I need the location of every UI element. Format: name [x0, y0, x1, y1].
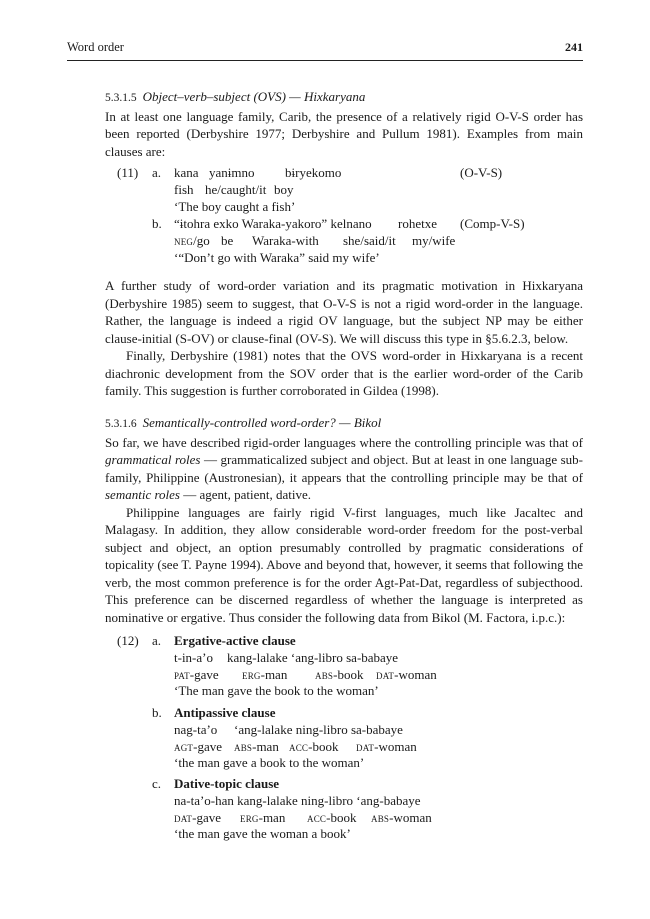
gloss-abbrev: dat	[174, 809, 193, 825]
gloss-abbrev: erg	[242, 666, 261, 682]
order-tag: (Comp-V-S)	[460, 216, 525, 231]
gloss-abbrev: abs	[371, 809, 390, 825]
example-12a	[174, 633, 474, 700]
gloss: /go	[193, 232, 210, 248]
gloss-abbrev: agt	[174, 738, 194, 754]
emphasis: grammatical roles	[105, 452, 201, 467]
translation: ‘The man gave the book to the woman’	[174, 683, 379, 699]
gloss: he/caught/it	[205, 181, 267, 197]
gloss: Waraka-with	[252, 232, 319, 248]
gloss-line	[174, 667, 474, 684]
example-12	[117, 633, 139, 650]
word: t-in-a’o	[174, 649, 213, 665]
example-11a-letter	[152, 165, 161, 182]
word: kang-lalake ‘ang-libro sa-babaye	[227, 649, 399, 665]
translation: ‘“Don’t go with Waraka” said my wife’	[174, 249, 380, 265]
paragraph: Philippine languages are fairly rigid V-first languages, much like Jacaltec and Malagasy. In addition, they allow considerable word-order freedom for the post-verbal subject and object, an option presumably controlled by pragmatic considerations of topicality (see T. Payne 1994). Above and beyond that, however, it seems that following the verb, the most common preference is for the order Agt-Pat-Dat, regardless of subjecthood. This preference can be discerned regardless of whether the language is interpreted as nominative or ergative. Thus consider the following data from Bikol (M. Factora, i.p.c.):	[105, 504, 583, 625]
word: “ɨtohra exko Waraka-yakoro” kelnano	[174, 216, 372, 231]
gloss: -man	[252, 738, 279, 754]
example-line	[174, 165, 444, 182]
gloss: fish	[174, 181, 194, 197]
section-title: Object–verb–subject (OVS) — Hixkaryana	[142, 89, 366, 104]
translation: ‘the man gave the woman a book’	[174, 826, 351, 842]
example-11	[117, 165, 138, 182]
gloss: -woman	[389, 809, 432, 825]
gloss-abbrev: dat	[356, 738, 375, 754]
paragraph: A further study of word-order variation and its pragmatic motivation in Hixkaryana (Derbyshire 1985) seem to suggest, that O-V-S is not a rigid word-order in the language. Rather, the language is indeed a rigid OV language, but the subject NP may be either clause-initial (S-OV) or clause-final (OV-S). We will discuss this type in §5.6.2.3, below.	[105, 278, 583, 346]
example-heading: Ergative-active clause	[174, 633, 296, 648]
gloss: -book	[333, 666, 364, 682]
text-run: — agent, patient, dative.	[179, 487, 312, 502]
running-header	[67, 38, 583, 61]
gloss: she/said/it	[343, 232, 396, 248]
gloss: -book	[326, 809, 357, 825]
example-letter: b.	[152, 216, 162, 231]
word: yanɨmno	[209, 165, 255, 180]
example-letter: a.	[152, 165, 162, 180]
text-run: — grammaticalized subject and object. But at least in one language sub-family, Philippine (Austronesian), it appears that the controlling principle may be that of	[105, 452, 583, 485]
order-tag: (O-V-S)	[460, 165, 503, 180]
gloss: -gave	[192, 809, 221, 825]
example-11a	[174, 165, 444, 215]
example-11b	[174, 216, 459, 266]
gloss-abbrev: abs	[234, 738, 253, 754]
gloss: -gave	[193, 738, 222, 754]
example-12b	[174, 705, 474, 772]
word: nag-ta’o	[174, 721, 218, 737]
page-number: 241	[565, 40, 583, 54]
paragraph: In at least one language family, Carib, the presence of a relatively rigid O-V-S order has been reported (Derbyshire 1977; Derbyshire and Pullum 1981). Examples from main clauses are:	[105, 108, 583, 159]
gloss-line	[174, 739, 474, 756]
example-12c-letter	[152, 776, 161, 793]
example-12c	[174, 776, 474, 843]
gloss: -man	[258, 809, 286, 825]
gloss-abbrev: dat	[376, 666, 395, 682]
section-heading	[105, 414, 583, 434]
example-line	[174, 650, 474, 667]
example-heading: Antipassive clause	[174, 705, 276, 720]
example-number: (12)	[117, 633, 139, 648]
body-text-block	[105, 277, 583, 400]
example-11b-tag	[460, 216, 525, 233]
section-5-3-1-5	[105, 88, 583, 160]
paragraph	[105, 434, 583, 504]
paragraph: Finally, Derbyshire (1981) notes that the OVS word-order in Hixkaryana is a recent diachronic development from the SOV order that is the earlier word-order of the Carib family. This suggestion is further corroborated in Gildea (1998).	[105, 348, 583, 398]
gloss-abbrev: pat	[174, 666, 190, 682]
word: kana	[174, 165, 199, 180]
section-number: 5.3.1.5	[105, 92, 137, 104]
gloss: be	[221, 232, 234, 248]
example-line	[174, 722, 474, 739]
example-11a-tag	[460, 165, 502, 182]
gloss: -man	[260, 666, 288, 682]
gloss: -woman	[374, 738, 417, 754]
gloss: my/wife	[412, 232, 456, 248]
example-letter: c.	[152, 776, 162, 791]
emphasis: semantic roles	[105, 487, 180, 502]
example-heading: Dative-topic clause	[174, 776, 280, 791]
example-letter: a.	[152, 633, 162, 648]
example-line: na-ta’o-han kang-lalake ning-libro ‘ang-babaye	[174, 792, 421, 808]
text-run: So far, we have described rigid-order languages where the controlling principle was that of	[105, 434, 583, 450]
gloss-abbrev: abs	[315, 666, 334, 682]
gloss: boy	[274, 181, 294, 197]
gloss-abbrev: erg	[240, 809, 259, 825]
section-title: Semantically-controlled word-order? — Bikol	[142, 415, 382, 430]
gloss-abbrev: neg	[174, 232, 194, 248]
example-line	[174, 216, 459, 233]
example-12b-letter	[152, 705, 162, 722]
translation: ‘the man gave a book to the woman’	[174, 755, 365, 771]
example-letter: b.	[152, 705, 162, 720]
running-header-title: Word order	[67, 40, 124, 54]
gloss-line	[174, 233, 459, 250]
gloss: -book	[308, 738, 339, 754]
example-number: (11)	[117, 165, 139, 180]
word: rohetxe	[398, 216, 437, 231]
gloss: -gave	[189, 666, 219, 682]
word: ‘ang-lalake ning-libro sa-babaye	[234, 721, 403, 737]
example-11b-letter	[152, 216, 162, 233]
section-heading	[105, 88, 583, 108]
gloss-line	[174, 810, 474, 827]
gloss-line	[174, 182, 444, 199]
section-5-3-1-6	[105, 414, 583, 626]
word: bɨryekomo	[285, 165, 342, 180]
translation: ‘The boy caught a fish’	[174, 198, 296, 214]
example-12a-letter	[152, 633, 161, 650]
gloss-abbrev: acc	[289, 738, 309, 754]
section-number: 5.3.1.6	[105, 418, 137, 430]
gloss-abbrev: acc	[307, 809, 327, 825]
gloss: -woman	[394, 666, 437, 682]
